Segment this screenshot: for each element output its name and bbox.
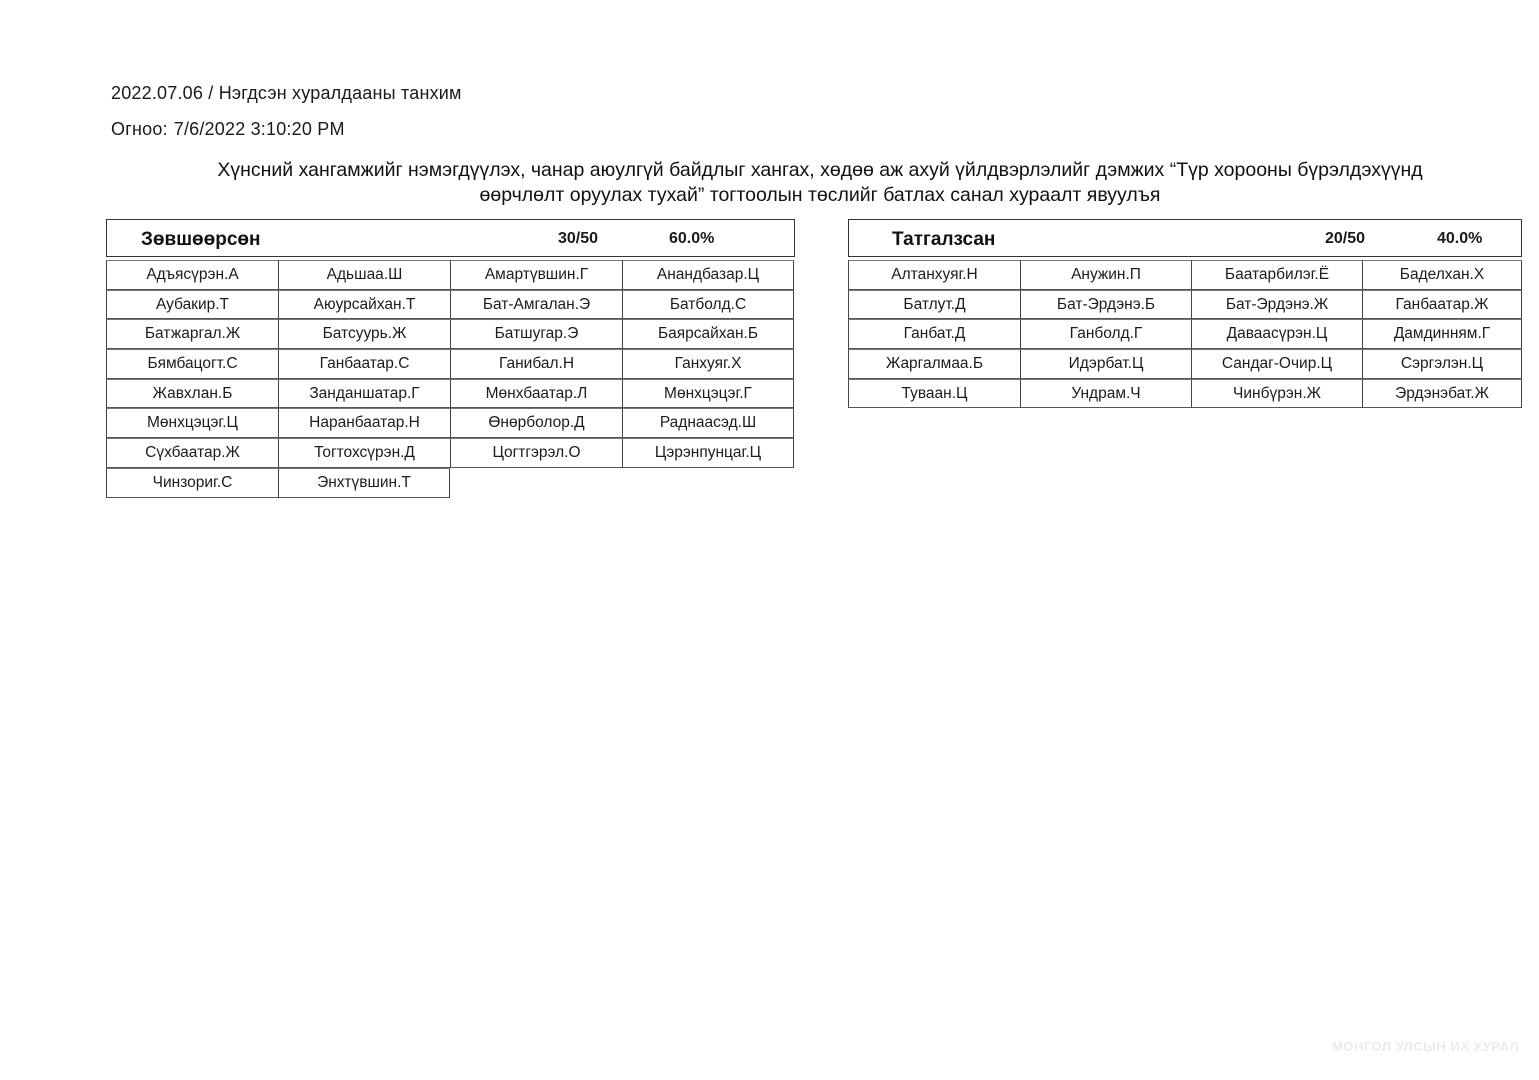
rejected-count: 20/50 <box>1325 230 1366 247</box>
rejected-header <box>848 219 1522 257</box>
approved-name-cell: Адьшаа.Ш <box>278 260 450 290</box>
rejected-votes-table <box>848 219 1522 408</box>
approved-name-cell: Баярсайхан.Б <box>622 319 794 349</box>
approved-name-cell: Батшугар.Э <box>450 319 622 349</box>
rejected-name-cell: Ганбат.Д <box>848 319 1020 349</box>
approved-name-cell: Сүхбаатар.Ж <box>106 438 278 468</box>
rejected-name-cell: Баатарбилэг.Ё <box>1191 260 1362 290</box>
motion-title-line-1: Хүнсний хангамжийг нэмэгдүүлэх, чанар аюулгүй байдлыг хангах, хөдөө аж ахуй үйлдвэрлэлийг дэмжих “Түр хорооны бүрэлдэхүүнд <box>217 159 1423 181</box>
approved-votes-table <box>106 219 795 498</box>
rejected-name-cell: Идэрбат.Ц <box>1020 349 1191 379</box>
rejected-name-cell: Дамдинням.Г <box>1362 319 1522 349</box>
approved-name-cell: Чинзориг.С <box>106 468 278 498</box>
approved-percent: 60.0% <box>669 230 715 247</box>
motion-title <box>100 158 1539 208</box>
date-value: 7/6/2022 3:10:20 PM <box>173 119 345 139</box>
approved-name-cell: Занданшатар.Г <box>278 379 450 409</box>
approved-name-cell: Бямбацогт.С <box>106 349 278 379</box>
approved-name-cell: Адъясүрэн.А <box>106 260 278 290</box>
approved-header <box>106 219 795 257</box>
approved-name-cell: Наранбаатар.Н <box>278 408 450 438</box>
rejected-name-cell: Сандаг-Очир.Ц <box>1191 349 1362 379</box>
approved-name-cell: Ганбаатар.С <box>278 349 450 379</box>
approved-name-cell: Цэрэнпунцаг.Ц <box>622 438 794 468</box>
rejected-name-cell: Бат-Эрдэнэ.Б <box>1020 290 1191 320</box>
rejected-name-cell: Ундрам.Ч <box>1020 379 1191 409</box>
approved-name-cell: Анандбазар.Ц <box>622 260 794 290</box>
rejected-name-cell: Жаргалмаа.Б <box>848 349 1020 379</box>
motion-title-line-2: өөрчлөлт оруулах тухай” тогтоолын төслийг батлах санал хураалт явуулъя <box>479 184 1161 206</box>
approved-name-cell: Аюурсайхан.Т <box>278 290 450 320</box>
rejected-name-cell: Чинбүрэн.Ж <box>1191 379 1362 409</box>
rejected-name-cell: Даваасүрэн.Ц <box>1191 319 1362 349</box>
approved-name-cell: Ганхуяг.Х <box>622 349 794 379</box>
rejected-name-cell: Туваан.Ц <box>848 379 1020 409</box>
approved-name-cell: Бат-Амгалан.Э <box>450 290 622 320</box>
approved-name-cell: Мөнхцэцэг.Ц <box>106 408 278 438</box>
rejected-percent: 40.0% <box>1437 230 1483 247</box>
approved-title: Зөвшөөрсөн <box>141 229 261 250</box>
approved-count: 30/50 <box>558 230 599 247</box>
rejected-name-cell: Ганболд.Г <box>1020 319 1191 349</box>
session-line: 2022.07.06 / Нэгдсэн хуралдааны танхим <box>111 83 462 103</box>
rejected-name-cell: Сэргэлэн.Ц <box>1362 349 1522 379</box>
approved-name-cell: Аубакир.Т <box>106 290 278 320</box>
approved-name-cell: Батжаргал.Ж <box>106 319 278 349</box>
approved-name-cell: Цогтгэрэл.О <box>450 438 622 468</box>
rejected-name-cell: Ганбаатар.Ж <box>1362 290 1522 320</box>
approved-name-cell: Амартүвшин.Г <box>450 260 622 290</box>
approved-name-cell: Мөнхцэцэг.Г <box>622 379 794 409</box>
approved-name-cell: Мөнхбаатар.Л <box>450 379 622 409</box>
rejected-name-cell: Батлут.Д <box>848 290 1020 320</box>
rejected-name-cell: Баделхан.Х <box>1362 260 1522 290</box>
approved-name-cell: Энхтүвшин.Т <box>278 468 450 498</box>
date-line <box>111 119 345 140</box>
rejected-name-cell: Анужин.П <box>1020 260 1191 290</box>
approved-name-cell: Батболд.С <box>622 290 794 320</box>
approved-name-cell: Жавхлан.Б <box>106 379 278 409</box>
approved-name-cell: Тогтохсүрэн.Д <box>278 438 450 468</box>
approved-name-cell: Ганибал.Н <box>450 349 622 379</box>
approved-name-cell: Раднаасэд.Ш <box>622 408 794 438</box>
approved-names-grid <box>106 260 795 498</box>
rejected-name-cell: Алтанхуяг.Н <box>848 260 1020 290</box>
rejected-name-cell: Бат-Эрдэнэ.Ж <box>1191 290 1362 320</box>
rejected-names-grid <box>848 260 1522 408</box>
approved-name-cell: Өнөрболор.Д <box>450 408 622 438</box>
approved-name-cell: Батсуурь.Ж <box>278 319 450 349</box>
rejected-title: Татгалзсан <box>892 229 996 250</box>
rejected-name-cell: Эрдэнэбат.Ж <box>1362 379 1522 409</box>
watermark: МОНГОЛ УЛСЫН ИХ ХУРАЛ <box>1332 1039 1519 1054</box>
date-label: Огноо: <box>111 119 168 139</box>
